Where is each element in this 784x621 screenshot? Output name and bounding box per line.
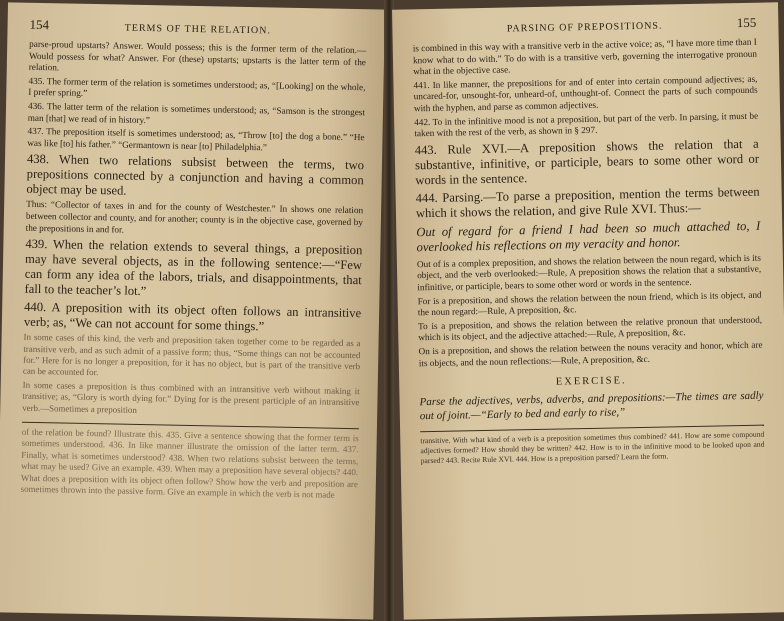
- paragraph-438-example: Thus: “Collector of taxes in and for the county of Westchester.” In shows one relation between collector and county, and for another; county is in the objective case, governed by the prepositions in and for.: [25, 199, 364, 235]
- paragraph-441: 441. In like manner, the prepositions for and of enter into certain compound adjectives; as, uncared-for, unsought-for, unheard-of, unthought-of. Connect the parts of such compounds with the hyphen, and parse as common adjectives.: [413, 73, 758, 114]
- paragraph: 436. The latter term of the relation is sometimes understood; as, “Samson is the strongest man [that] we read of in history.”: [27, 100, 366, 125]
- paragraph-438: 438. When two relations subsist between the terms, two prepositions connected by a conjunction and having a common object may be used.: [26, 152, 365, 199]
- left-running-head: [29, 17, 366, 39]
- paragraph-440: 440. A preposition with its object often follows an intransitive verb; as, “We can not account for some things.”: [23, 299, 362, 334]
- right-page: [392, 2, 784, 619]
- book-gutter: [384, 0, 394, 621]
- page-number: 154: [29, 16, 50, 33]
- footnote-questions: of the relation be found? Illustrate this. 435. Give a sentence showing that the former term is sometimes understood. 436. In like manner illustrate the omission of the latter term. 437. Finally, what is sometimes understood? 438. When two relations subsist between the terms, what may be used? Give an example. 439. When may a preposition have several objects? 440. What does a preposition with its object often follow? Show how the verb and preposition are sometimes thrown into the passive form. Give an example in which the verb is not made: [20, 426, 359, 500]
- parse-to: To is a preposition, and shows the relation between the relative pronoun that understood, which is its object, and the adjective attached:—Rule, A preposition, &c.: [418, 314, 763, 343]
- faint-paragraph: In some cases of this kind, the verb and preposition taken together come to be regarded as a transitive verb, and as such admit of a passive form; thus, “Some things can not be accounted for.” Here for is no longer a preposition, for it has no object, but is part of the transitive verb can be accounted for.: [22, 331, 361, 378]
- exercise-heading: EXERCISE.: [555, 375, 627, 388]
- parse-for: For is a preposition, and shows the relation between the noun friend, which is its object, and the noun regard:—Rule, A preposition, &c.: [417, 289, 762, 318]
- rule-xvi: 443. Rule XVI.—A preposition shows the relation that a substantive, infinitive, or participle, bears to some other word or words in the sentence.: [414, 136, 760, 188]
- paragraph-439: 439. When the relation extends to several things, a preposition may have several objects, as in the following sentence:—“Few can form any idea of the labors, trials, and disappointments, that fall to the teacher’s lot.”: [24, 236, 363, 299]
- footnote-questions: transitive. With what kind of a verb is a preposition sometimes thus combined? 441. How are some compound adjectives formed? How should they be written? 442. How is to in the infinitive mood to be looked upon and parsed? 443. Recite Rule XVI. 444. How is a preposition parsed? Learn the form.: [420, 429, 765, 466]
- left-page: [0, 2, 385, 619]
- example-sentence: Out of regard for a friend I had been so much attached to, I overlooked his reflections on my veracity and honor.: [416, 218, 761, 255]
- paragraph: 437. The preposition itself is sometimes understood; as, “Throw [to] the dog a bone.” “He was like [to] his father.” “Germantown is near [to] Philadelphia.”: [27, 125, 365, 153]
- parse-on: On is a preposition, and shows the relation between the nouns veracity and honor, which are its objects, and the noun reflections:—Rule, A preposition, &c.: [418, 339, 763, 368]
- paragraph: 435. The former term of the relation is sometimes understood; as, “[Looking] on the whole, I prefer spring.”: [28, 75, 366, 99]
- paragraph-442: 442. To in the infinitive mood is not a preposition, but part of the verb. In parsing, it must be taken with the rest of the verb, as shown in § 297.: [414, 110, 759, 139]
- right-running-head: [412, 15, 756, 38]
- parse-out-of: Out of is a complex preposition, and shows the relation between the noun regard, which is its object, and the verb overlooked:—Rule, A preposition shows the relation that a substantive, infinitive, or participle, bears to some other word or words in the sentence.: [416, 252, 762, 293]
- paragraph: is combined in this way with a transitive verb in the active voice; as, “I have more time than I know what to do with.” To do with is a transitive verb, governing the interrogative pronoun what in the objective case.: [412, 36, 758, 77]
- page-number: 155: [736, 14, 757, 31]
- running-head-title: TERMS OF THE RELATION.: [124, 22, 272, 37]
- faint-paragraph: In some cases a preposition is thus combined with an intransitive verb without making it transitive; as, “Glory is worth dying for.” Dying for is the present participle of an intransitive verb.—Sometimes a preposition: [22, 379, 360, 415]
- parsing-paragraph: 444. Parsing.—To parse a preposition, mention the terms between which it shows the relation, and give Rule XVI. Thus:—: [415, 184, 760, 221]
- paragraph: parse-proud upstarts? Answer. Would possess; this is the former term of the relation.—Would possess for what? Answer. For (these) upstarts; upstarts is the latter term of the relation.: [28, 38, 367, 73]
- running-head-title: PARSING OF PREPOSITIONS.: [506, 20, 663, 35]
- exercise-text: Parse the adjectives, verbs, adverbs, and prepositions:—The times are sadly out of joint.—“Early to bed and early to rise,”: [419, 389, 764, 422]
